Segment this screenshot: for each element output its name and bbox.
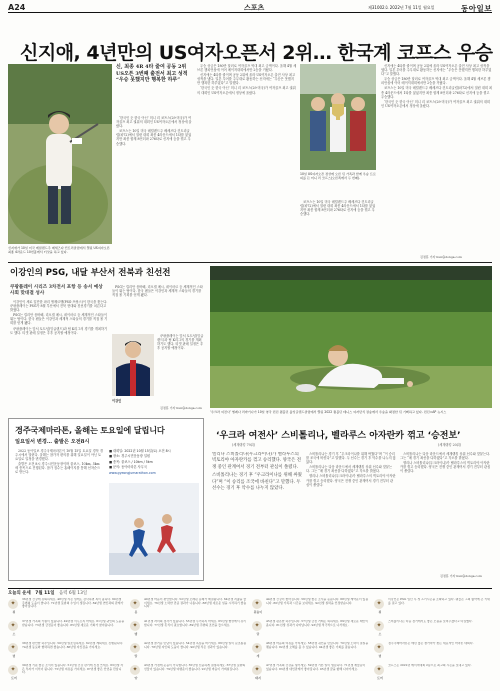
zodiac-name: 범 [378, 654, 382, 658]
newspaper-logo: 동아일보 [461, 4, 492, 13]
wimbledon-photo-caption: ‘우크라 여전사’ 엘레나 리바키나가 10일 영국 런던 윔블던 올잉글랜드클럽에서 열린 2022 윔블던 테니스 여자단식 결승에서 우승을 확정한 뒤 기뻐하고 있다. 런던=AP 뉴시스 [210, 410, 447, 414]
lead-body-col1 [116, 116, 192, 256]
fortune-text: 45년생 평온한 하루입니다. 57년생 금전 거래는 피하세요. 69년생 새로운 제안이 옵니다. 81년생 성과가 나타납니다. 93년생 적극적으로 나서세요. [266, 620, 369, 627]
fortune-row [130, 664, 248, 686]
lead-photo-trophy [300, 64, 376, 170]
fortune-text: 39년생 기분 좋은 소식이 있습니다. 51년생 건강 관리에 신경 쓰세요. 63년생 작은 투자가 이익이 됩니다. 75년생 여유를 가지세요. 87년생 좋은 인연을 만납니다. [22, 664, 124, 675]
psg-body-col2 [112, 285, 204, 333]
wimbledon-photo [210, 266, 492, 408]
zodiac-name: 범 [12, 654, 16, 658]
fortune-column [130, 598, 248, 688]
wimbledon-paragraph: 엘리나 스비톨리나(우크라이나)가 벨라루스의 빅토리야 아자란카를 꺾고 승리했다. 양국은 전쟁 중인 관계여서 경기 전부터 관심이 쏠렸다. [212, 452, 301, 470]
psg-paragraph: PSG는 킬리안 음바페, 리오넬 메시, 네이마르 등 세계적인 스타들이 뛰는 팀이다. 한국 팬들은 이강인과 세계적 스타들의 경기를 직접 볼 기회를 얻게 됐다. [10, 313, 108, 326]
lead-paragraph: ‘한국인 듯 한국 아닌’ 미니 리 코프스(29·미국)가 여자골프 최고 권위의 대회인 US여자오픈에서 정상에 올랐다. [197, 86, 296, 95]
wimbledon-paragraph: 스비톨리나는 다음 라운드에서 세계랭킹 상위 선수와 맞붙는다. 그는 “매 경기 최선을 다하겠다”고 각오를 밝혔다. [400, 452, 491, 461]
fortune-row [130, 620, 248, 642]
fortune-row [130, 642, 248, 664]
zodiac-icon: ✦ [130, 665, 140, 675]
fortune-row [8, 620, 126, 642]
psg-paragraph: 쿠팡플레이는 앞서 토트넘(잉글랜드)과 팀 K리그의 경기를 개최하기도 했다. 티켓 판매 일정은 추후 공지할 예정이다. [157, 334, 204, 351]
zodiac-name: 소 [12, 632, 16, 636]
caption-right: 10일 US여자오픈 정상에 오른 뒤 가족과 함께 우승 트로피를 든 미니 리 코프스(오른쪽에서 두 번째). [300, 172, 376, 180]
ad-info-row: ■ 종목: 풀코스 / 10km / 5km [109, 459, 153, 464]
ad-title: 경주국제마라톤, 올해는 토요일에 달립니다 [15, 425, 165, 435]
zodiac-icon: ✦ [252, 621, 262, 631]
psg-paragraph: 쿠팡플레이는 앞서 토트넘(잉글랜드)과 팀 K리그의 경기를 개최하기도 했다. 티켓 판매 일정은 추후 공지할 예정이다. [10, 326, 108, 335]
zodiac-icon: ✦ [252, 599, 262, 609]
zodiac-icon: ✦ [252, 665, 262, 675]
page-header [8, 3, 492, 13]
fortune-column [252, 598, 370, 688]
ad-info-row: ■ 장소: 경주시민운동장 일원 [109, 454, 150, 459]
lead-body-col4 [381, 64, 492, 254]
lead-paragraph: 코프스는 10일 미국 메릴랜드주 베세즈다 컨트리클럽(파72)에서 열린 대회 최종 4라운드에서 1타를 잃었지만 최종 합계 8언더파 276타로 신지애 등을 꺾고 우승했다. [381, 86, 492, 99]
fortune-row [374, 664, 492, 686]
fortune-row [374, 598, 492, 620]
fortune-text: 42년생 즐거운 만남이 있습니다. 54년생 욕심을 버리세요. 66년생 일이 순조롭습니다. 78년생 지인의 도움이 큽니다. 90년생 작은 성과가 있습니다. [144, 642, 247, 649]
fortune-text: 경주국제마라톤은 매년 많은 참가자가 찾는 대표적인 마라톤 대회다. [388, 642, 474, 645]
fortune-row [374, 642, 492, 664]
fortune-text: 44년생 건강이 좋아집니다. 56년생 좋은 소식을 듣습니다. 68년생 계약운이 있습니다. 80년생 가족과 시간을 보내세요. 92년생 실력을 인정받습니다. [266, 598, 369, 605]
caption-left: 신지애가 10일 미국 메릴랜드주 베세즈다 컨트리클럽에서 열린 US여자오픈 최종 4라운드 10번홀에서 티샷을 하고 있다. [8, 246, 110, 254]
fortune-column [374, 598, 492, 688]
fortune-row [252, 664, 370, 686]
psg-paragraph: 이강인이 새로 입단한 파리 생제르맹(PSG·프랑스)이 한국을 찾는다. 쿠팡플레이는 PSG가 8월 부산에서 전북 현대와 친선경기를 치른다고 밝혔다. [10, 300, 108, 313]
fortune-row [8, 642, 126, 664]
zodiac-icon: ✦ [374, 643, 384, 653]
zodiac-name: 쥐 [12, 610, 16, 614]
lead-body-col2 [197, 64, 297, 194]
divider [8, 262, 492, 263]
zodiac-icon: ✦ [374, 665, 384, 675]
psg-byline: 김정훈 기자 hun@donga.com [160, 406, 202, 410]
wimbledon-sub-right: (세계랭킹 20위) [438, 443, 461, 447]
psg-paragraph: PSG는 킬리안 음바페, 리오넬 메시, 네이마르 등 세계적인 스타들이 뛰는 팀이다. 한국 팬들은 이강인과 세계적 스타들의 경기를 직접 볼 기회를 얻게 됐다. [112, 285, 203, 298]
wimbledon-paragraph: 스비톨리나는 경기 후 “우크라이나를 위해 싸웠다”며 “이 승리를 조국에 바친다”고 말했다. 두 선수는 경기 후 악수를 나누지 않았다. [212, 473, 302, 492]
fortune-title: 오늘의 운세 [8, 591, 31, 596]
zodiac-name: 개 [256, 654, 260, 658]
section-name: 스포츠 [244, 4, 265, 12]
fortune-header [8, 588, 492, 596]
fortune-row [252, 620, 370, 642]
ad-info-row: ■ 문의: 동아마라톤 사무국 [109, 465, 147, 470]
zodiac-icon: ✦ [8, 643, 18, 653]
zodiac-name: 뱀 [134, 632, 138, 636]
fortune-text: 스비톨리나는 다음 경기에서도 좋은 모습을 보여주겠다고 다짐했다. [388, 620, 473, 623]
lead-paragraph: 신지애는 4타를 줄이며 공동 2위에 올라 US여자오픈 출전 사상 최고 성적을 냈다. 일본 투어를 주무대로 활동하는 신지애는 “우승은 못했지만 행복한 하루였다”고 말했다. [381, 64, 492, 77]
lead-paragraph: 우승 상금은 180만 달러로 여자골프 역대 최고 금액이다. 올해 4월 셰브론 챔피언십에 이어 메이저대회에서만 2승을 거뒀다. [197, 64, 297, 73]
zodiac-name: 양 [134, 676, 138, 680]
fortune-text: 36년생 건강에 유의하세요. 48년생 작은 일에도 감사하면 복이 옵니다. 60년생 주변의 도움이 큽니다. 72년생 뜻밖의 수입이 생깁니다. 84년생 연인과의 관계가 좋아집니다. [22, 598, 124, 609]
zodiac-icon: ✦ [130, 621, 140, 631]
lead-photo-golfer [8, 64, 112, 244]
fortune-row [374, 620, 492, 642]
fortune-text: 38년생 편안한 하루입니다. 50년생 말조심하세요. 62년생 계획대로 진행됩니다. 74년생 동료와 협력하면 좋습니다. 86년생 자신감을 가지세요. [22, 642, 124, 649]
fortune-text: 코프스는 2022년 메이저대회 2승으로 최고의 시즌을 보내고 있다. [388, 664, 472, 667]
wimbledon-body-col2 [306, 452, 396, 576]
psg-body-col3 [157, 334, 204, 406]
ad-info-list [109, 449, 199, 476]
fortune-column [8, 598, 126, 688]
ad-website-link[interactable]: www.gyeongjumarathon.com [109, 470, 156, 475]
lead-paragraph: 코프스는 10일 미국 메릴랜드주 베세즈다 컨트리클럽(파72)에서 열린 대회 최종 4라운드에서 1타를 잃었지만 최종 합계 8언더파 276타로 신지애 등을 꺾고 우승했다. [116, 129, 192, 146]
lead-byline: 김정훈 기자 hun@donga.com [420, 255, 462, 259]
zodiac-name: 소 [378, 632, 382, 636]
wimbledon-headline: ‘우크라 여전사’ 스비톨리나, 벨라루스 아자란카 꺾고 ‘승전보’ [216, 431, 461, 441]
lead-paragraph: 코프스는 10일 미국 메릴랜드주 베세즈다 컨트리클럽(파72)에서 열린 대회 최종 4라운드에서 1타를 잃었지만 최종 합계 8언더파 276타로 신지애 등을 꺾고 우승했다. [300, 200, 376, 217]
wimbledon-paragraph: 엘리나 스비톨리나(우크라이나)가 벨라루스의 빅토리야 아자란카를 꺾고 승리했다. 양국은 전쟁 중인 관계여서 경기 전부터 관심이 쏠렸다. [306, 474, 396, 487]
lead-paragraph: ‘한국인 듯 한국 아닌’ 미니 리 코프스(29·미국)가 여자골프 최고 권위의 대회인 US여자오픈에서 정상에 올랐다. [381, 99, 490, 108]
wimbledon-paragraph: 스비톨리나는 경기 후 “우크라이나를 위해 싸웠다”며 “이 승리를 조국에 바친다”고 말했다. 두 선수는 경기 후 악수를 나누지 않았다. [306, 452, 396, 465]
wimbledon-paragraph: 스비톨리나는 다음 라운드에서 세계랭킹 상위 선수와 맞붙는다. 그는 “매 경기 최선을 다하겠다”고 각오를 밝혔다. [306, 465, 393, 474]
psg-headline: 이강인의 PSG, 내달 부산서 전북과 친선전 [10, 268, 171, 278]
fortune-row [252, 598, 370, 620]
zodiac-icon: ✦ [374, 621, 384, 631]
lead-body-col3 [300, 200, 376, 258]
ad-paragraph: 출발은 오전 8시 경주시민운동장이며 풀코스, 10km, 5km 세 종목으로 진행된다. 참가 접수는 홈페이지를 통해 선착순으로 받는다. [15, 462, 101, 475]
lead-paragraph: ‘한국인 듯 한국 아닌’ 미니 리 코프스(29·미국)가 여자골프 최고 권위의 대회인 US여자오픈에서 정상에 올랐다. [116, 116, 192, 129]
wimbledon-byline: 김정훈 기자 hun@donga.com [440, 574, 482, 578]
lead-paragraph: 신지애는 4타를 줄이며 공동 2위에 올라 US여자오픈 출전 사상 최고 성적을 냈다. 일본 투어를 주무대로 활동하는 신지애는 “우승은 못했지만 행복한 하루였다”고 말했다. [197, 73, 296, 86]
fortune-row [8, 664, 126, 686]
fortune-row [8, 598, 126, 620]
psg-player-photo [112, 334, 154, 396]
fortune-text: 이강인은 PSG 입단 후 첫 프리시즌을 소화하고 있다. 팬들은 그의 활약에 큰 기대를 걸고 있다. [388, 598, 490, 605]
zodiac-name: 토끼 [377, 676, 383, 680]
marathon-ad [8, 418, 204, 581]
wimbledon-body-col1 [212, 452, 302, 576]
lead-paragraph: 우승 상금은 180만 달러로 여자골프 역대 최고 금액이다. 올해 4월 셰브론 챔피언십에 이어 메이저대회에서만 2승을 거뒀다. [381, 77, 491, 86]
ad-info-row: ■ 대회일: 2022년 10월 15일(토) 오전 8시 [109, 449, 171, 453]
page-number: A24 [8, 3, 26, 12]
fortune-text: 47년생 가족의 건강을 챙기세요. 59년생 기쁜 일이 생깁니다. 71년생 재물운이 있습니다. 83년생 대인관계가 좋아집니다. 95년생 꿈을 향해 나아가세요. [266, 664, 366, 671]
psg-intro: 쿠팡플레이 시리즈 3차전서 포항 등 송서 예상 사회 맞대결 성사 [10, 285, 103, 296]
zodiac-name: 쥐 [378, 610, 382, 614]
zodiac-icon: ✦ [8, 665, 18, 675]
zodiac-icon: ✦ [374, 599, 384, 609]
ad-graphic [109, 483, 199, 575]
zodiac-name: 용 [134, 610, 138, 614]
psg-photo-name: 이강인 [112, 399, 122, 403]
issue-date: 제31002호 2022년 7월 11일 월요일 [368, 5, 435, 10]
fortune-text: 46년생 마음의 여유를 가지세요. 58년생 귀인을 만납니다. 70년생 노력이 결실을 맺습니다. 82년생 오해를 풀 수 있습니다. 94년생 좋은 기회를 잡습니다. [266, 642, 369, 649]
fortune-lunar-date: 음력 6월 13일 [59, 591, 88, 596]
zodiac-icon: ✦ [8, 621, 18, 631]
fortune-row [130, 598, 248, 620]
fortune-row [252, 642, 370, 664]
zodiac-icon: ✦ [8, 599, 18, 609]
fortune-text: 41년생 자녀의 경사가 있습니다. 53년생 무리하지 마세요. 65년생 협상에서 유리합니다. 77년생 휴식이 필요합니다. 89년생 주변의 조언을 들으세요. [144, 620, 247, 627]
ad-body-col1 [15, 449, 103, 573]
zodiac-name: 돼지 [255, 676, 261, 680]
zodiac-icon: ✦ [252, 643, 262, 653]
ad-paragraph: 2022 동아일보 경주국제마라톤이 10월 15일 토요일 경북 경주시에서 열린다. 올해는 참가자 편의를 위해 일요일이 아닌 토요일로 일정을 변경했다. [15, 449, 103, 462]
lead-intro-text: 신, 최종 4R 4타 줄여 공동 2위 US오픈 3번째 출전서 최고 성적 “우승 못했지만 행복한 하루” [116, 64, 188, 84]
zodiac-name: 닭 [256, 632, 260, 636]
lead-headline: 신지애, 4년만의 US여자오픈서 2위… 한국계 코프스 우승 [20, 42, 493, 64]
wimbledon-paragraph: 엘리나 스비톨리나(우크라이나)가 벨라루스의 빅토리야 아자란카를 꺾고 승리했다. 양국은 전쟁 중인 관계여서 경기 전부터 관심이 쏠렸다. [400, 461, 491, 474]
zodiac-icon: ✦ [130, 643, 140, 653]
fortune-text: 43년생 가정에 웃음이 가득합니다. 55년생 신중하게 결정하세요. 67년생 뜻밖의 선물이 있습니다. 79년생 여행운이 좋습니다. 91년생 마음이 가벼워집니다. [144, 664, 246, 671]
wimbledon-body-col3 [400, 452, 492, 570]
wimbledon-sub-left: (세계랭킹 79위) [232, 443, 255, 447]
zodiac-name: 원숭이 [253, 610, 263, 614]
fortune-text: 37년생 가족의 기쁨이 있습니다. 49년생 서두르지 마세요. 61년생 귀인의 도움을 받습니다. 73년생 금전운이 좋습니다. 85년생 새로운 기회가 찾아옵니다. [22, 620, 125, 627]
lead-intro [116, 64, 192, 84]
ad-subtitle: 일요일서 변경… 출발은 오전8시 [15, 439, 90, 445]
fortune-section [8, 588, 492, 689]
fortune-date: 7월 11일 [35, 591, 55, 596]
zodiac-icon: ✦ [130, 599, 140, 609]
psg-body-col1 [10, 300, 108, 412]
fortune-text: 40년생 마음이 편안합니다. 52년생 오래된 문제가 해결됩니다. 64년생 지출을 줄이세요. 76년생 노력한 만큼 결과가 나옵니다. 88년생 새로운 일을 시작하기 좋습니다. [144, 598, 247, 609]
zodiac-name: 말 [134, 654, 138, 658]
zodiac-name: 토끼 [11, 676, 17, 680]
